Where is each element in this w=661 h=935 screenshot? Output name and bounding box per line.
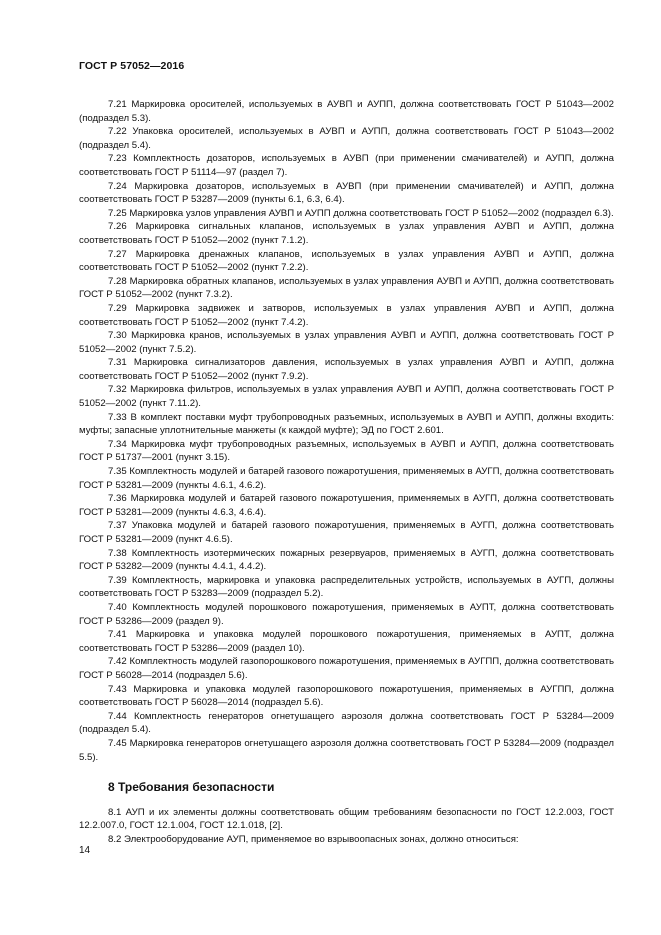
clause-paragraph: 7.37 Упаковка модулей и батарей газового пожаротушения, применяемых в АУГП, должна соответствовать ГОСТ Р 53281—2009 (пункт 4.6.5). [79, 520, 614, 545]
clause-paragraph: 7.44 Комплектность генераторов огнетушащего аэрозоля должна соответствовать ГОСТ Р 53284—2009 (подраздел 5.4). [79, 710, 614, 736]
clause-paragraph: 7.38 Комплектность изотермических пожарных резервуаров, применяемых в АУГП, должна соответствовать ГОСТ Р 53282—2009 (пункты 4.4.1, 4.4.2). [79, 547, 614, 573]
clause-paragraph: 7.41 Маркировка и упаковка модулей порошкового пожаротушения, применяемых в АУПТ, должна соответствовать ГОСТ Р 53286—2009 (раздел 10). [79, 629, 614, 654]
clause-paragraph: 7.29 Маркировка задвижек и затворов, используемых в узлах управления АУВП и АУПП, должна соответствовать ГОСТ Р 51052—2002 (пункт 7.4.2). [79, 302, 614, 328]
clause-paragraph: 7.36 Маркировка модулей и батарей газового пожаротушения, применяемых в АУГП, должна соответствовать ГОСТ Р 53281—2009 (пункты 4.6.3, 4.6.4). [79, 493, 614, 518]
clause-paragraph: 8.1 АУП и их элементы должны соответствовать общим требованиям безопасности по ГОСТ 12.2.003, ГОСТ 12.2.007.0, ГОСТ 12.1.004, ГОСТ 12.1.018, [2]. [79, 806, 614, 832]
section-8-title: 8 Требования безопасности [108, 780, 275, 795]
clause-paragraph: 7.35 Комплектность модулей и батарей газового пожаротушения, применяемых в АУГП, должна соответствовать ГОСТ Р 53281—2009 (пункты 4.6.1, 4.6.2). [79, 466, 614, 491]
clause-paragraph: 7.22 Упаковка оросителей, используемых в АУВП и АУПП, должна соответствовать ГОСТ Р 51043—2002 (подраздел 5.4). [79, 126, 614, 151]
clause-paragraph: 7.21 Маркировка оросителей, используемых в АУВП и АУПП, должна соответствовать ГОСТ Р 51043—2002 (подраздел 5.3). [79, 99, 614, 124]
clause-paragraph: 7.40 Комплектность модулей порошкового пожаротушения, применяемых в АУПТ, должна соответствовать ГОСТ Р 53286—2009 (раздел 9). [79, 601, 614, 627]
clause-paragraph: 7.27 Маркировка дренажных клапанов, используемых в узлах управления АУВП и АУПП, должна соответствовать ГОСТ Р 51052—2002 (пункт 7.2.2). [79, 248, 614, 274]
clause-paragraph: 7.24 Маркировка дозаторов, используемых в АУВП (при применении смачивателей) и АУПП, должна соответствовать ГОСТ Р 53287—2009 (пункты 6.1, 6.3, 6.4). [79, 180, 614, 206]
document-body [79, 98, 614, 846]
clause-paragraph: 7.31 Маркировка сигнализаторов давления, используемых в узлах управления АУВП и АУПП, должна соответствовать ГОСТ Р 51052—2002 (пункт 7.9.2). [79, 357, 614, 382]
clause-paragraph: 7.45 Маркировка генераторов огнетушащего аэрозоля должна соответствовать ГОСТ Р 53284—2009 (подраздел 5.5). [79, 737, 614, 763]
clause-paragraph: 7.43 Маркировка и упаковка модулей газопорошкового пожаротушения, применяемых в АУГПП, должна соответствовать ГОСТ Р 56028—2014 (подраздел 5.6). [79, 683, 614, 709]
clause-paragraph: 7.42 Комплектность модулей газопорошкового пожаротушения, применяемых в АУГПП, должна соответствовать ГОСТ Р 56028—2014 (подраздел 5.6). [79, 656, 614, 681]
document-code-header: ГОСТ Р 57052—2016 [79, 60, 185, 72]
clause-paragraph: 7.26 Маркировка сигнальных клапанов, используемых в узлах управления АУВП и АУПП, должна соответствовать ГОСТ Р 51052—2002 (пункт 7.1.2). [79, 221, 614, 246]
clause-paragraph: 7.23 Комплектность дозаторов, используемых в АУВП (при применении смачивателей) и АУПП, должна соответствовать ГОСТ Р 51114—97 (раздел 7). [79, 153, 614, 178]
clause-paragraph: 8.2 Электрооборудование АУП, применяемое во взрывоопасных зонах, должно относиться: [108, 833, 519, 845]
clause-paragraph: 7.30 Маркировка кранов, используемых в узлах управления АУВП и АУПП, должна соответствовать ГОСТ Р 51052—2002 (пункт 7.5.2). [79, 330, 614, 355]
clause-paragraph: 7.25 Маркировка узлов управления АУВП и АУПП должна соответствовать ГОСТ Р 51052—2002 (подраздел 6.3). [108, 207, 614, 219]
section-7-paragraphs [79, 98, 614, 764]
clause-paragraph: 7.39 Комплектность, маркировка и упаковка распределительных устройств, используемых в АУГП, должны соответствовать ГОСТ Р 53283—2009 (подраздел 5.2). [79, 574, 614, 600]
clause-paragraph: 7.32 Маркировка фильтров, используемых в узлах управления АУВП и АУПП, должна соответствовать ГОСТ Р 51052—2002 (пункт 7.11.2). [79, 384, 614, 410]
clause-paragraph: 7.28 Маркировка обратных клапанов, используемых в узлах управления АУВП и АУПП, должна соответствовать ГОСТ Р 51052—2002 (пункт 7.3.2). [79, 275, 614, 301]
clause-paragraph: 7.34 Маркировка муфт трубопроводных разъемных, используемых в АУВП и АУПП, должна соответствовать ГОСТ Р 51737—2001 (пункт 3.15). [79, 438, 614, 464]
page-number: 14 [79, 845, 91, 856]
section-8-paragraphs [79, 806, 614, 847]
clause-paragraph: 7.33 В комплект поставки муфт трубопроводных разъемных, используемых в АУВП и АУПП, должны входить: муфты; запасные уплотнительные манжеты (к каждой муфте); ЭД по ГОСТ 2.601. [79, 411, 614, 437]
